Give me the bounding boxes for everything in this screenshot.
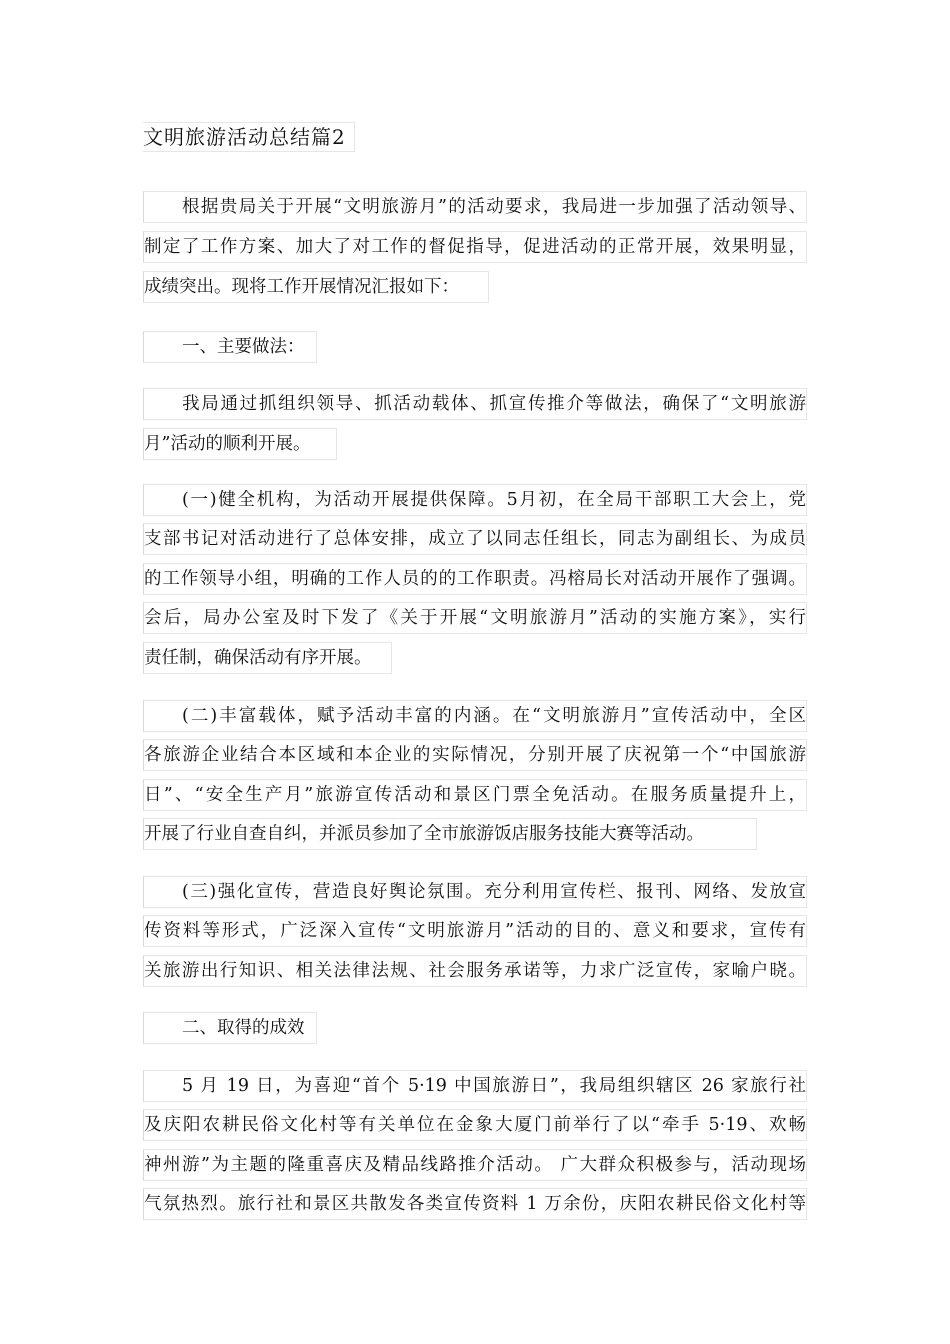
- paragraph-line: 根据贵局关于开展“文明旅游月”的活动要求，我局进一步加强了活动领导、: [143, 191, 807, 223]
- paragraph-line: 5 月 19 日，为喜迎“首个 5·19 中国旅游日”，我局组织辖区 26 家旅行社: [143, 1070, 807, 1102]
- paragraph-line: 会后，局办公室及时下发了《关于开展“文明旅游月”活动的实施方案》，实行: [143, 602, 807, 634]
- paragraph-line: 气氛热烈。旅行社和景区共散发各类宣传资料 1 万余份，庆阳农耕民俗文化村等: [143, 1188, 807, 1220]
- paragraph-line: 传资料等形式，广泛深入宣传“文明旅游月”活动的目的、意义和要求，宣传有: [143, 915, 807, 947]
- paragraph-line: 月”活动的顺利开展。: [143, 428, 337, 460]
- paragraph-line: 制定了工作方案、加大了对工作的督促指导，促进活动的正常开展，效果明显，: [143, 231, 807, 263]
- paragraph-line: (三)强化宣传，营造良好舆论氛围。充分利用宣传栏、报刊、网络、发放宣: [143, 876, 807, 908]
- paragraph-line: 开展了行业自查自纠，并派员参加了全市旅游饭店服务技能大赛等活动。: [143, 818, 757, 850]
- paragraph-line: 神州游”为主题的隆重喜庆及精品线路推介活动。 广大群众积极参与，活动现场: [143, 1149, 807, 1181]
- paragraph-line: (二)丰富载体，赋予活动丰富的内涵。在“文明旅游月”宣传活动中，全区: [143, 700, 807, 732]
- section-heading: 二、取得的成效: [143, 1012, 317, 1044]
- paragraph-line: 日”、“安全生产月”旅游宣传活动和景区门票全免活动。在服务质量提升上，: [143, 779, 807, 811]
- paragraph-line: 支部书记对活动进行了总体安排，成立了以同志任组长，同志为副组长、为成员: [143, 523, 807, 555]
- paragraph-line: 责任制，确保活动有序开展。: [143, 642, 392, 674]
- paragraph-line: 关旅游出行知识、相关法律法规、社会服务承诺等，力求广泛宣传，家喻户晓。: [143, 955, 807, 987]
- paragraph-line: 各旅游企业结合本区域和本企业的实际情况，分别开展了庆祝第一个“中国旅游: [143, 739, 807, 771]
- document-title: 文明旅游活动总结篇2: [143, 122, 355, 152]
- paragraph-line: 的工作领导小组，明确的工作人员的的工作职责。冯榕局长对活动开展作了强调。: [143, 563, 807, 595]
- paragraph-line: (一)健全机构，为活动开展提供保障。5月初，在全局干部职工大会上，党: [143, 484, 807, 516]
- paragraph-line: 我局通过抓组织领导、抓活动载体、抓宣传推介等做法，确保了“文明旅游: [143, 388, 807, 420]
- paragraph-line: 成绩突出。现将工作开展情况汇报如下：: [143, 271, 489, 303]
- paragraph-line: 及庆阳农耕民俗文化村等有关单位在金象大厦门前举行了以“牵手 5·19、欢畅: [143, 1109, 807, 1141]
- section-heading: 一、主要做法：: [143, 331, 317, 363]
